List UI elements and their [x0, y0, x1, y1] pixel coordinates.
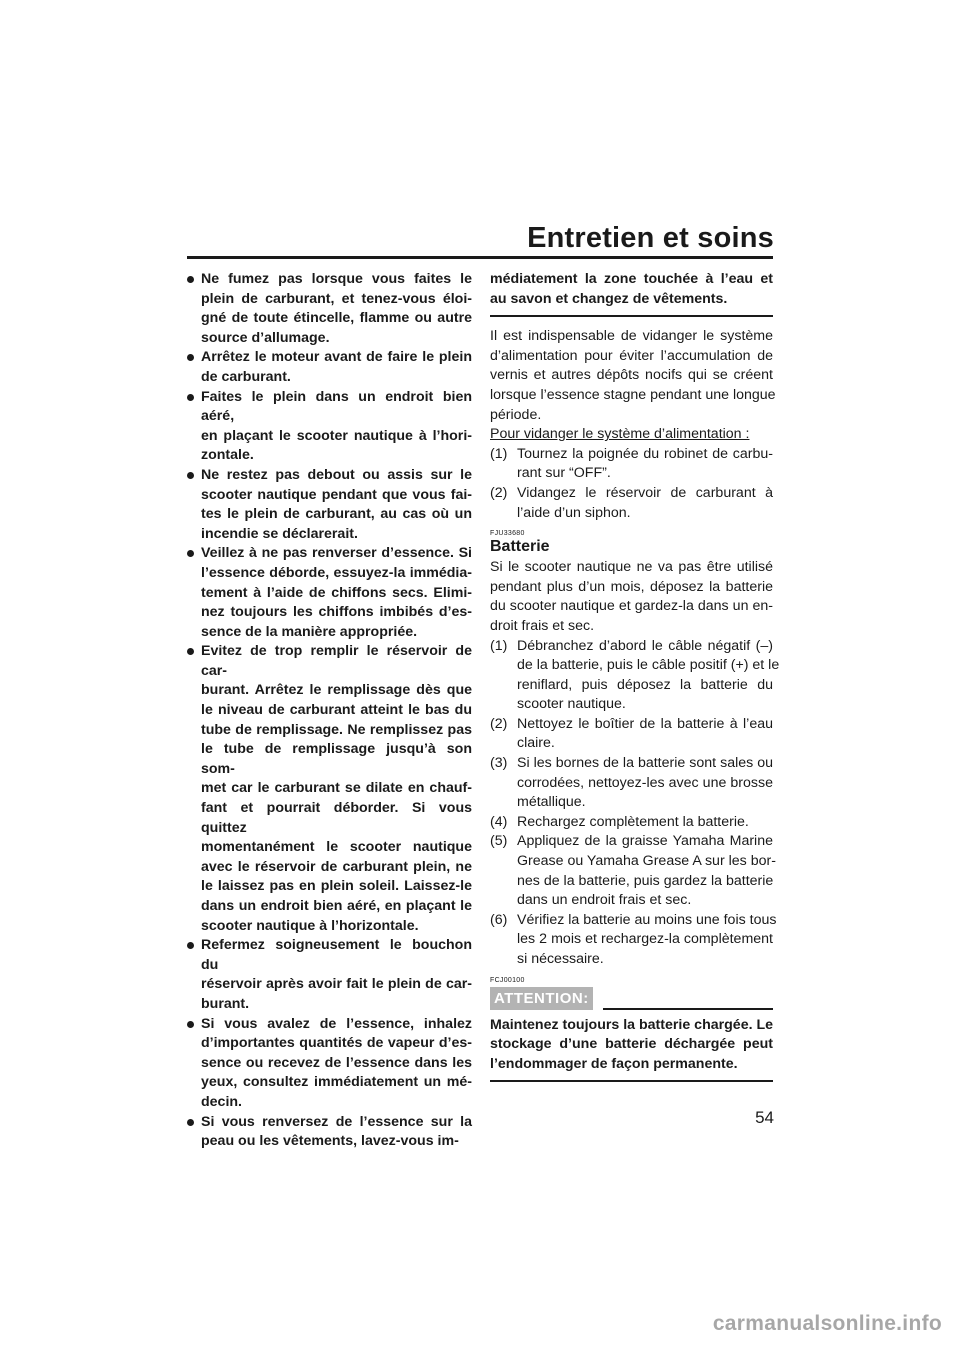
text-line: burant.: [201, 995, 250, 1012]
bullet-item: [187, 642, 472, 936]
text-line: Maintenez toujours la batterie chargée. Le: [490, 1016, 774, 1033]
text-line: stockage d’une batterie déchargée peut: [490, 1036, 773, 1053]
text-line: le tube de remplissage jusqu’à son som-: [201, 741, 472, 777]
text-line: Grease ou Yamaha Grease A sur les bor-: [517, 853, 776, 870]
text-line: scooter nautique pendant que vous fai-: [201, 486, 472, 503]
numbered-step: [490, 484, 773, 523]
watermark[interactable]: carmanualsonline.info: [712, 1312, 942, 1335]
text-line: réservoir après avoir fait le plein de car-: [201, 976, 472, 993]
battery-section-title: Batterie: [490, 538, 550, 556]
numbered-step: [490, 813, 773, 833]
attention-text: [490, 1016, 773, 1075]
attention-label: ATTENTION:: [490, 987, 593, 1010]
bullet-item: [187, 348, 472, 387]
page-title: Entretien et soins: [527, 222, 774, 254]
attention-code: FCJ00100: [490, 976, 525, 984]
bullet-item: [187, 466, 472, 544]
bullet-item: [187, 936, 472, 1014]
step-number: (4): [490, 813, 508, 830]
text-line: rant sur “OFF”.: [517, 465, 611, 482]
text-line: reniflard, puis déposez la batterie du: [517, 676, 773, 693]
text-line: Si les bornes de la batterie sont sales ou: [517, 755, 773, 772]
text-line: Il est indispensable de vidanger le système: [490, 328, 773, 345]
text-line: Tournez la poignée du robinet de carbu-: [517, 445, 773, 462]
text-line: pendant plus d’un mois, déposez la batterie: [490, 578, 773, 595]
text-line: Rechargez complètement la batterie.: [517, 813, 749, 830]
text-line: l’endommager de façon permanente.: [490, 1055, 738, 1072]
step-number: (5): [490, 833, 508, 850]
bullet-dot-icon: [187, 648, 194, 655]
text-line: Faites le plein dans un endroit bien aéré,: [201, 388, 472, 425]
text-line: fant et pourrait déborder. Si vous quittez: [201, 800, 472, 836]
text-line: Vérifiez la batterie au moins une fois tous: [517, 911, 777, 928]
text-line: Arrêtez le moteur avant de faire le plein: [201, 349, 472, 366]
warning-continuation: [490, 270, 773, 309]
text-line: le niveau de carburant atteint le bas du: [201, 702, 472, 719]
text-line: plein de carburant, et tenez-vous éloi-: [201, 290, 472, 307]
battery-section-code: FJU33680: [490, 530, 525, 538]
drain-steps: [490, 445, 773, 523]
text-line: Débranchez d’abord le câble négatif (–): [517, 637, 773, 654]
bullet-item: [187, 388, 472, 466]
bullet-dot-icon: [187, 942, 194, 949]
text-line: Si vous avalez de l’essence, inhalez: [201, 1015, 472, 1032]
step-number: (1): [490, 637, 508, 654]
text-line: Si vous renversez de l’essence sur la: [201, 1113, 472, 1130]
bullet-dot-icon: [187, 276, 194, 283]
step-number: (2): [490, 715, 508, 732]
text-line: decin.: [201, 1093, 242, 1110]
bullet-item: [187, 1015, 472, 1113]
bullet-dot-icon: [187, 1119, 194, 1126]
text-line: tement à l’aide de chiffons secs. Elimi-: [201, 584, 472, 601]
text-line: Nettoyez le boîtier de la batterie à l’eau: [517, 715, 773, 732]
text-line: du scooter nautique et gardez-la dans un en-: [490, 598, 773, 615]
attention-rule: [603, 1008, 773, 1010]
right-column: [490, 270, 780, 1092]
battery-steps: [490, 637, 780, 970]
text-line: Ne fumez pas lorsque vous faites le: [201, 271, 472, 287]
text-line: scooter nautique à l’horizontale.: [201, 917, 419, 934]
text-line: d’importantes quantités de vapeur d’es-: [201, 1035, 472, 1052]
text-line: dans un endroit bien aéré, en plaçant le: [201, 898, 472, 914]
step-number: (6): [490, 911, 508, 928]
text-line: tes le plein de carburant, au cas où un: [201, 506, 472, 523]
text-line: droit frais et sec.: [490, 617, 595, 634]
text-line: médiatement la zone touchée à l’eau et: [490, 271, 773, 287]
bullet-dot-icon: [187, 472, 194, 479]
text-line: Veillez à ne pas renverser d’essence. Si: [201, 545, 472, 562]
numbered-step: [490, 445, 773, 484]
text-line: si nécessaire.: [517, 951, 604, 967]
text-line: momentanément le scooter nautique: [201, 839, 472, 856]
battery-intro: [490, 558, 773, 636]
numbered-step: [490, 911, 777, 970]
text-line: lorsque l’essence stagne pendant une longue: [490, 386, 776, 403]
step-number: (2): [490, 484, 508, 501]
text-line: Si le scooter nautique ne va pas être utilisé: [490, 559, 773, 576]
text-line: métallique.: [517, 794, 586, 811]
warning-end-rule: [490, 315, 773, 317]
drain-heading: Pour vidanger le système d’alimentation :: [490, 426, 750, 443]
numbered-step: [490, 832, 776, 910]
step-number: (3): [490, 755, 508, 772]
text-line: Ne restez pas debout ou assis sur le: [201, 466, 472, 483]
text-line: met car le carburant se dilate en chauf-: [201, 780, 472, 797]
text-line: burant. Arrêtez le remplissage dès que: [201, 682, 472, 699]
attention-header: [490, 987, 773, 1010]
text-line: nez toujours les chiffons imbibés d’es-: [201, 604, 472, 621]
text-line: de carburant.: [201, 368, 291, 385]
step-number: (1): [490, 445, 508, 462]
text-line: Refermez soigneusement le bouchon du: [201, 937, 472, 973]
text-line: avec le réservoir de carburant plein, ne: [201, 858, 472, 875]
text-line: source d’allumage.: [201, 329, 330, 346]
text-line: Appliquez de la graisse Yamaha Marine: [517, 833, 773, 850]
text-line: les 2 mois et rechargez-la complètement: [517, 931, 773, 948]
text-line: Vidangez le réservoir de carburant à: [517, 484, 773, 501]
numbered-step: [490, 637, 780, 715]
text-line: sence ou recevez de l’essence dans les: [201, 1054, 472, 1071]
text-line: yeux, consultez immédiatement un mé-: [201, 1074, 472, 1091]
text-line: d’alimentation pour éviter l’accumulation de: [490, 347, 773, 364]
attention-end-rule: [490, 1080, 773, 1082]
text-line: Evitez de trop remplir le réservoir de car-: [201, 643, 472, 679]
header-rule: [187, 256, 773, 259]
text-line: tube de remplissage. Ne remplissez pas: [201, 721, 472, 738]
page-number: 54: [755, 1108, 774, 1127]
bullet-dot-icon: [187, 354, 194, 361]
bullet-item: [187, 270, 472, 348]
text-line: zontale.: [201, 447, 254, 464]
text-line: nes de la batterie, puis gardez la batterie: [517, 872, 774, 889]
text-line: corrodées, nettoyez-les avec une brosse: [517, 774, 773, 791]
bullet-item: [187, 1113, 472, 1152]
text-line: l’aide d’un siphon.: [517, 504, 631, 521]
text-line: au savon et changez de vêtements.: [490, 290, 728, 307]
text-line: incendie se déclarerait.: [201, 525, 358, 542]
text-line: gné de toute étincelle, flamme ou autre: [201, 310, 472, 327]
text-line: sence de la manière appropriée.: [201, 623, 418, 640]
text-line: en plaçant le scooter nautique à l’hori-: [201, 427, 472, 444]
text-line: claire.: [517, 735, 555, 752]
text-line: période.: [490, 406, 542, 423]
text-line: l’essence déborde, essuyez-la immédia-: [201, 564, 472, 581]
numbered-step: [490, 754, 773, 813]
text-line: peau ou les vêtements, lavez-vous im-: [201, 1133, 459, 1150]
bullet-dot-icon: [187, 394, 194, 401]
left-column: [187, 270, 472, 1152]
bullet-item: [187, 544, 472, 642]
numbered-step: [490, 715, 773, 754]
intro-paragraph: [490, 327, 776, 425]
bullet-dot-icon: [187, 1021, 194, 1028]
text-line: vernis et autres dépôts nocifs qui se créent: [490, 367, 773, 384]
text-line: scooter nautique.: [517, 696, 626, 713]
text-line: dans un endroit frais et sec.: [517, 892, 692, 909]
text-line: le laissez pas en plein soleil. Laissez-le: [201, 878, 472, 895]
bullet-dot-icon: [187, 550, 194, 557]
text-line: de la batterie, puis le câble positif (+) et le: [517, 657, 780, 674]
